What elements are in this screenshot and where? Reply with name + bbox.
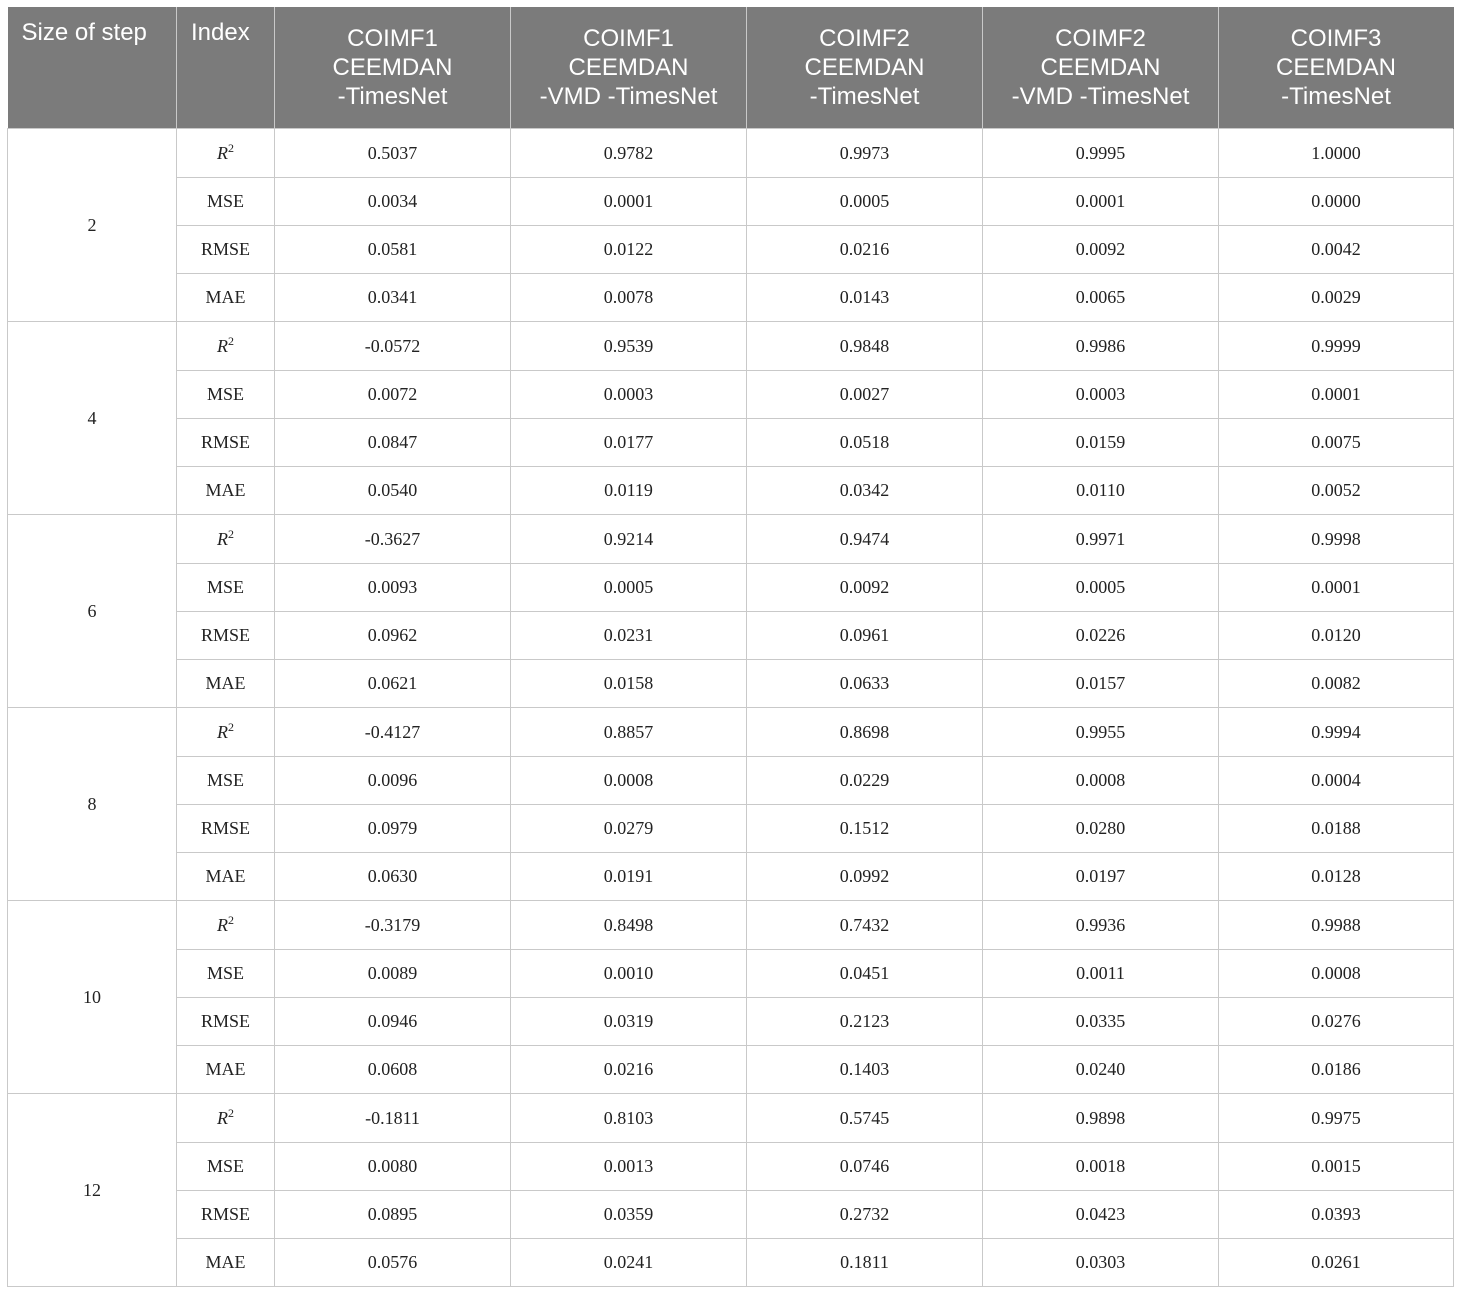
- superscript: 2: [228, 140, 234, 155]
- column-header-line: COIMF2: [1055, 25, 1146, 52]
- value-cell: 0.0241: [511, 1239, 747, 1287]
- value-cell: 0.5745: [747, 1094, 983, 1143]
- value-cell: 0.0122: [511, 226, 747, 274]
- value-cell: 0.7432: [747, 901, 983, 950]
- column-header-line: -VMD -TimesNet: [1011, 83, 1190, 110]
- value-cell: 0.0186: [1219, 1046, 1454, 1094]
- header-row: [8, 7, 1454, 129]
- value-cell: 0.0005: [747, 178, 983, 226]
- column-header-line: COIMF1: [583, 25, 674, 52]
- column-header-line: -TimesNet: [1281, 83, 1391, 110]
- step-size-cell: 10: [8, 901, 177, 1094]
- value-cell: 0.0034: [275, 178, 511, 226]
- value-cell: 0.8103: [511, 1094, 747, 1143]
- value-cell: 0.8498: [511, 901, 747, 950]
- value-cell: 0.0961: [747, 612, 983, 660]
- value-cell: 0.0092: [747, 564, 983, 612]
- value-cell: -0.1811: [275, 1094, 511, 1143]
- column-header-line: COIMF2: [819, 25, 910, 52]
- index-cell: RMSE: [177, 1191, 275, 1239]
- index-cell: RMSE: [177, 419, 275, 467]
- value-cell: 0.0042: [1219, 226, 1454, 274]
- step-size-cell: 6: [8, 515, 177, 708]
- value-cell: 0.1512: [747, 805, 983, 853]
- column-header-4: [747, 7, 983, 129]
- value-cell: 0.0003: [511, 371, 747, 419]
- column-header-0: [8, 7, 177, 129]
- value-cell: 0.0093: [275, 564, 511, 612]
- value-cell: 0.0229: [747, 757, 983, 805]
- table-row: [8, 564, 1454, 612]
- value-cell: 0.0072: [275, 371, 511, 419]
- value-cell: 0.0003: [983, 371, 1219, 419]
- value-cell: 0.0128: [1219, 853, 1454, 901]
- value-cell: 0.0992: [747, 853, 983, 901]
- value-cell: 0.9986: [983, 322, 1219, 371]
- table-row: [8, 1143, 1454, 1191]
- value-cell: 0.0279: [511, 805, 747, 853]
- value-cell: 0.0075: [1219, 419, 1454, 467]
- value-cell: 0.0005: [983, 564, 1219, 612]
- value-cell: 0.9998: [1219, 515, 1454, 564]
- r-squared-label: $R^2$: [217, 526, 234, 549]
- value-cell: 0.0119: [511, 467, 747, 515]
- value-cell: 0.0001: [1219, 371, 1454, 419]
- table-row: [8, 998, 1454, 1046]
- table-row: [8, 129, 1454, 178]
- index-cell: MAE: [177, 853, 275, 901]
- value-cell: 0.2732: [747, 1191, 983, 1239]
- index-cell: RMSE: [177, 226, 275, 274]
- value-cell: 0.0157: [983, 660, 1219, 708]
- value-cell: 0.0177: [511, 419, 747, 467]
- value-cell: 0.0158: [511, 660, 747, 708]
- value-cell: 0.9848: [747, 322, 983, 371]
- table-row: [8, 419, 1454, 467]
- value-cell: 0.0576: [275, 1239, 511, 1287]
- value-cell: 0.0065: [983, 274, 1219, 322]
- column-header-line: Size of step: [21, 19, 147, 46]
- column-header-5: [983, 7, 1219, 129]
- table-row: [8, 467, 1454, 515]
- table-row: [8, 660, 1454, 708]
- value-cell: 0.1403: [747, 1046, 983, 1094]
- index-cell: RMSE: [177, 612, 275, 660]
- table-row: [8, 1094, 1454, 1143]
- column-header-line: -TimesNet: [337, 83, 448, 110]
- value-cell: 0.0143: [747, 274, 983, 322]
- index-cell: [177, 708, 275, 757]
- table-row: [8, 1191, 1454, 1239]
- table-row: [8, 1239, 1454, 1287]
- value-cell: 0.0240: [983, 1046, 1219, 1094]
- value-cell: 0.0423: [983, 1191, 1219, 1239]
- value-cell: 0.0630: [275, 853, 511, 901]
- column-header-line: COIMF3: [1290, 25, 1382, 52]
- value-cell: 0.0319: [511, 998, 747, 1046]
- value-cell: 0.0080: [275, 1143, 511, 1191]
- r-squared-label: $R^2$: [217, 912, 234, 935]
- value-cell: 0.0110: [983, 467, 1219, 515]
- value-cell: 0.0191: [511, 853, 747, 901]
- value-cell: 0.0261: [1219, 1239, 1454, 1287]
- column-header-line: CEEMDAN: [1040, 54, 1161, 81]
- table-row: [8, 708, 1454, 757]
- column-header-line: CEEMDAN: [332, 54, 453, 81]
- value-cell: 1.0000: [1219, 129, 1454, 178]
- table-row: [8, 371, 1454, 419]
- r-squared-label: $R^2$: [217, 140, 234, 163]
- value-cell: 0.0280: [983, 805, 1219, 853]
- table-row: [8, 322, 1454, 371]
- index-cell: [177, 515, 275, 564]
- value-cell: 0.0216: [511, 1046, 747, 1094]
- value-cell: 0.9988: [1219, 901, 1454, 950]
- value-cell: 0.0010: [511, 950, 747, 998]
- value-cell: 0.0518: [747, 419, 983, 467]
- value-cell: 0.0001: [1219, 564, 1454, 612]
- results-table: [7, 7, 1454, 1287]
- value-cell: 0.0197: [983, 853, 1219, 901]
- index-cell: MSE: [177, 1143, 275, 1191]
- step-size-cell: 12: [8, 1094, 177, 1287]
- value-cell: 0.0008: [983, 757, 1219, 805]
- value-cell: 0.9898: [983, 1094, 1219, 1143]
- column-header-line: -TimesNet: [809, 83, 920, 110]
- index-cell: MSE: [177, 564, 275, 612]
- value-cell: 0.0092: [983, 226, 1219, 274]
- value-cell: 0.0018: [983, 1143, 1219, 1191]
- table-row: [8, 612, 1454, 660]
- value-cell: 0.0027: [747, 371, 983, 419]
- value-cell: 0.0341: [275, 274, 511, 322]
- value-cell: 0.0962: [275, 612, 511, 660]
- superscript: 2: [228, 526, 234, 541]
- value-cell: 0.0001: [511, 178, 747, 226]
- step-size-cell: 2: [8, 129, 177, 322]
- value-cell: 0.0226: [983, 612, 1219, 660]
- table-row: [8, 274, 1454, 322]
- value-cell: 0.0276: [1219, 998, 1454, 1046]
- value-cell: 0.0231: [511, 612, 747, 660]
- value-cell: 0.0159: [983, 419, 1219, 467]
- index-cell: RMSE: [177, 805, 275, 853]
- value-cell: 0.9782: [511, 129, 747, 178]
- value-cell: -0.4127: [275, 708, 511, 757]
- value-cell: 0.0946: [275, 998, 511, 1046]
- value-cell: 0.0082: [1219, 660, 1454, 708]
- value-cell: 0.0015: [1219, 1143, 1454, 1191]
- value-cell: 0.0188: [1219, 805, 1454, 853]
- value-cell: 0.9474: [747, 515, 983, 564]
- column-header-line: -VMD -TimesNet: [539, 83, 718, 110]
- value-cell: 0.8698: [747, 708, 983, 757]
- superscript: 2: [228, 719, 234, 734]
- value-cell: 0.0008: [511, 757, 747, 805]
- value-cell: -0.3179: [275, 901, 511, 950]
- index-cell: MAE: [177, 274, 275, 322]
- column-header-6: [1219, 7, 1454, 129]
- value-cell: 0.9975: [1219, 1094, 1454, 1143]
- column-header-3: [511, 7, 747, 129]
- value-cell: 0.0335: [983, 998, 1219, 1046]
- index-cell: MAE: [177, 660, 275, 708]
- value-cell: 0.9994: [1219, 708, 1454, 757]
- value-cell: 0.8857: [511, 708, 747, 757]
- index-cell: MSE: [177, 757, 275, 805]
- value-cell: 0.9539: [511, 322, 747, 371]
- value-cell: -0.3627: [275, 515, 511, 564]
- r-squared-label: $R^2$: [217, 719, 234, 742]
- index-cell: [177, 129, 275, 178]
- r-squared-label: $R^2$: [217, 333, 234, 356]
- column-header-2: [275, 7, 511, 129]
- value-cell: 0.0089: [275, 950, 511, 998]
- value-cell: 0.0393: [1219, 1191, 1454, 1239]
- value-cell: 0.0979: [275, 805, 511, 853]
- column-header-1: [177, 7, 275, 129]
- value-cell: 0.0096: [275, 757, 511, 805]
- value-cell: 0.0005: [511, 564, 747, 612]
- value-cell: 0.0342: [747, 467, 983, 515]
- index-cell: [177, 322, 275, 371]
- value-cell: 0.9971: [983, 515, 1219, 564]
- table-row: [8, 178, 1454, 226]
- value-cell: 0.0746: [747, 1143, 983, 1191]
- value-cell: 0.0078: [511, 274, 747, 322]
- superscript: 2: [228, 912, 234, 927]
- value-cell: 0.1811: [747, 1239, 983, 1287]
- value-cell: 0.0621: [275, 660, 511, 708]
- step-size-cell: 4: [8, 322, 177, 515]
- value-cell: 0.0001: [983, 178, 1219, 226]
- value-cell: 0.0216: [747, 226, 983, 274]
- table-row: [8, 901, 1454, 950]
- table-row: [8, 805, 1454, 853]
- table-body: [8, 129, 1454, 1287]
- superscript: 2: [228, 333, 234, 348]
- value-cell: 0.0540: [275, 467, 511, 515]
- value-cell: 0.0581: [275, 226, 511, 274]
- table-row: [8, 226, 1454, 274]
- value-cell: 0.0052: [1219, 467, 1454, 515]
- value-cell: 0.9955: [983, 708, 1219, 757]
- column-header-line: COIMF1: [347, 25, 438, 52]
- index-cell: MSE: [177, 950, 275, 998]
- column-header-line: CEEMDAN: [1275, 54, 1396, 81]
- value-cell: 0.0608: [275, 1046, 511, 1094]
- value-cell: 0.9214: [511, 515, 747, 564]
- value-cell: 0.9999: [1219, 322, 1454, 371]
- index-cell: RMSE: [177, 998, 275, 1046]
- superscript: 2: [228, 1105, 234, 1120]
- index-cell: MSE: [177, 371, 275, 419]
- value-cell: 0.0633: [747, 660, 983, 708]
- value-cell: 0.2123: [747, 998, 983, 1046]
- value-cell: 0.0895: [275, 1191, 511, 1239]
- value-cell: 0.0359: [511, 1191, 747, 1239]
- table-row: [8, 950, 1454, 998]
- value-cell: 0.9973: [747, 129, 983, 178]
- table-row: [8, 1046, 1454, 1094]
- table-header: [8, 7, 1454, 129]
- value-cell: 0.0011: [983, 950, 1219, 998]
- value-cell: 0.0004: [1219, 757, 1454, 805]
- value-cell: -0.0572: [275, 322, 511, 371]
- value-cell: 0.0303: [983, 1239, 1219, 1287]
- value-cell: 0.0451: [747, 950, 983, 998]
- r-squared-label: $R^2$: [217, 1105, 234, 1128]
- value-cell: 0.0000: [1219, 178, 1454, 226]
- step-size-cell: 8: [8, 708, 177, 901]
- value-cell: 0.0008: [1219, 950, 1454, 998]
- value-cell: 0.9936: [983, 901, 1219, 950]
- index-cell: [177, 1094, 275, 1143]
- value-cell: 0.0847: [275, 419, 511, 467]
- column-header-line: Index: [191, 19, 250, 46]
- index-cell: MSE: [177, 178, 275, 226]
- index-cell: MAE: [177, 1046, 275, 1094]
- index-cell: [177, 901, 275, 950]
- table-row: [8, 515, 1454, 564]
- value-cell: 0.9995: [983, 129, 1219, 178]
- results-table-container: [7, 7, 1454, 1287]
- value-cell: 0.0029: [1219, 274, 1454, 322]
- value-cell: 0.0013: [511, 1143, 747, 1191]
- index-cell: MAE: [177, 467, 275, 515]
- index-cell: MAE: [177, 1239, 275, 1287]
- column-header-line: CEEMDAN: [804, 54, 925, 81]
- table-row: [8, 853, 1454, 901]
- value-cell: 0.0120: [1219, 612, 1454, 660]
- value-cell: 0.5037: [275, 129, 511, 178]
- table-row: [8, 757, 1454, 805]
- column-header-line: CEEMDAN: [568, 54, 689, 81]
